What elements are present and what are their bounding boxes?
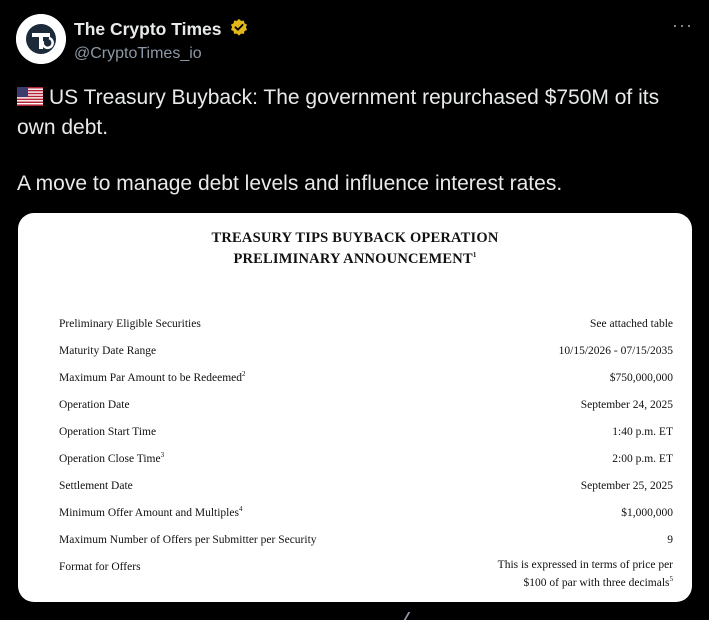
title-footnote: 1 — [472, 251, 477, 260]
table-row — [59, 342, 673, 369]
cursor-mark — [404, 612, 417, 620]
row-label: Preliminary Eligible Securities — [59, 318, 201, 330]
table-row — [59, 369, 673, 396]
table-row — [59, 315, 673, 342]
tweet-header — [16, 14, 693, 70]
table-row — [59, 423, 673, 450]
us-flag-icon — [17, 86, 43, 114]
row-value: 1:40 p.m. ET — [612, 426, 673, 438]
announcement-table — [59, 315, 673, 589]
document-title-line2: PRELIMINARY ANNOUNCEMENT — [233, 251, 473, 267]
row-label: Maturity Date Range — [59, 345, 157, 357]
row-value: 10/15/2026 - 07/15/2035 — [558, 345, 673, 357]
row-label-footnote: 2 — [242, 370, 246, 379]
avatar[interactable] — [16, 14, 66, 64]
row-value — [373, 556, 673, 592]
row-value-line1: This is expressed in terms of price per — [497, 559, 673, 571]
row-label: Operation Start Time — [59, 426, 157, 438]
row-label-footnote: 4 — [238, 505, 243, 514]
row-label: Settlement Date — [59, 480, 133, 492]
row-value-footnote: 5 — [669, 575, 673, 584]
tweet-text-line2: A move to manage debt levels and influence interest rates. — [17, 172, 563, 195]
row-label: Minimum Offer Amount and Multiples — [59, 507, 239, 519]
table-row — [59, 477, 673, 504]
row-value: 2:00 p.m. ET — [612, 453, 673, 465]
row-label: Maximum Number of Offers per Submitter per Security — [59, 534, 317, 546]
document-title — [18, 228, 692, 270]
more-options-icon[interactable]: ··· — [672, 15, 693, 35]
table-row — [59, 396, 673, 423]
row-value: September 25, 2025 — [580, 480, 673, 492]
table-row — [59, 531, 673, 558]
row-value-line2: $100 of par with three decimals — [523, 577, 670, 589]
row-value: September 24, 2025 — [580, 399, 673, 411]
row-label: Operation Close Time — [59, 453, 161, 465]
tweet-text — [17, 84, 687, 198]
document-title-line1: TREASURY TIPS BUYBACK OPERATION — [211, 230, 499, 246]
crypto-times-logo-icon — [16, 14, 66, 64]
row-value: $1,000,000 — [621, 507, 673, 519]
table-row — [59, 450, 673, 477]
announcement-image[interactable] — [18, 213, 692, 602]
row-value: $750,000,000 — [609, 372, 673, 384]
author-handle[interactable]: @CryptoTimes_io — [74, 45, 202, 62]
row-value: 9 — [667, 534, 673, 546]
row-label-footnote: 3 — [160, 451, 165, 460]
author-display-name[interactable]: The Crypto Times — [74, 19, 222, 39]
table-row — [59, 504, 673, 531]
tweet-text-line1: US Treasury Buyback: The government repurchased $750M of its own debt. — [17, 86, 660, 139]
author-block — [74, 18, 248, 63]
row-label: Format for Offers — [59, 561, 141, 573]
table-row — [59, 558, 673, 589]
row-label: Maximum Par Amount to be Redeemed — [59, 372, 243, 384]
row-label: Operation Date — [59, 399, 130, 411]
verified-badge-icon — [230, 18, 248, 41]
row-value: See attached table — [589, 318, 673, 330]
